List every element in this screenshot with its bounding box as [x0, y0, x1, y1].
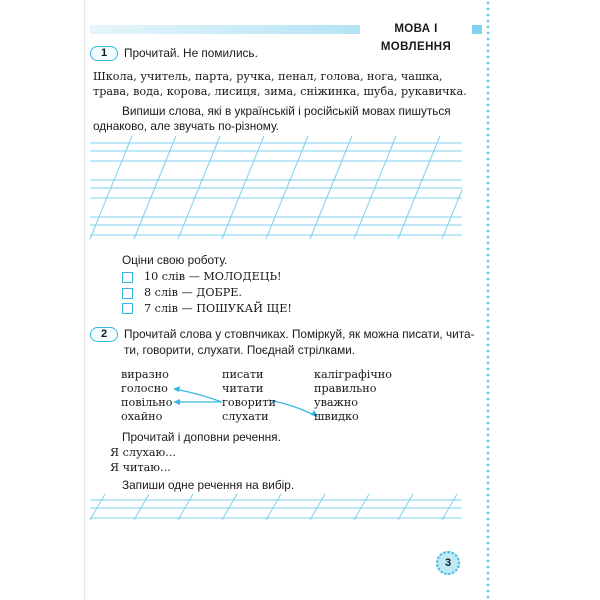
- rating-checkbox-1[interactable]: [122, 272, 133, 283]
- exercise1-task-line-1: Випиши слова, які в українській і російській мовах пишуться: [122, 104, 451, 118]
- writing-lines-2: [90, 494, 462, 520]
- col3-word: уважно: [314, 396, 359, 409]
- col2-word: говорити: [222, 396, 276, 409]
- col2-word: читати: [222, 382, 264, 395]
- col1-word: охайно: [121, 410, 163, 423]
- rating-checkbox-2[interactable]: [122, 288, 133, 299]
- exercise2-task-line-2: ти, говорити, слухати. Поєднай стрілками.: [124, 343, 356, 357]
- rating-label-3: 7 слів — ПОШУКАЙ ЩЕ!: [144, 302, 292, 315]
- complete-task: Прочитай і доповни речення.: [122, 430, 281, 444]
- self-check-title: Оціни свою роботу.: [122, 253, 228, 267]
- col3-word: швидко: [314, 410, 359, 423]
- section-title: МОВА І МОВЛЕННЯ: [360, 20, 472, 38]
- exercise2-task-line-1: Прочитай слова у стовпчиках. Поміркуй, як можна писати, чита-: [124, 327, 475, 341]
- col2-word: писати: [222, 368, 264, 381]
- word-list-line-2: трава, вода, корова, лисиця, зима, сніжинка, шуба, рукавичка.: [93, 85, 467, 98]
- sentence-1: Я слухаю...: [110, 446, 176, 459]
- exercise1-title: Прочитай. Не помились.: [124, 46, 258, 60]
- col3-word: каліграфічно: [314, 368, 392, 381]
- exercise-number-badge: 1: [90, 46, 118, 61]
- col3-word: правильно: [314, 382, 377, 395]
- col2-word: слухати: [222, 410, 269, 423]
- rating-label-2: 8 слів — ДОБРЕ.: [144, 286, 242, 299]
- col1-word: повільно: [121, 396, 173, 409]
- col1-word: виразно: [121, 368, 169, 381]
- exercise1-task-line-2: однаково, але звучать по-різному.: [93, 119, 280, 133]
- exercise-number-badge: 2: [90, 327, 118, 342]
- sentence-2: Я читаю...: [110, 461, 171, 474]
- rating-label-1: 10 слів — МОЛОДЕЦЬ!: [144, 270, 282, 283]
- write-task: Запиши одне речення на вибір.: [122, 478, 295, 492]
- page-number: 3: [436, 551, 460, 575]
- word-list-line-1: Школа, учитель, парта, ручка, пенал, голова, нога, чашка,: [93, 70, 443, 83]
- col1-word: голосно: [121, 382, 168, 395]
- rating-checkbox-3[interactable]: [122, 303, 133, 314]
